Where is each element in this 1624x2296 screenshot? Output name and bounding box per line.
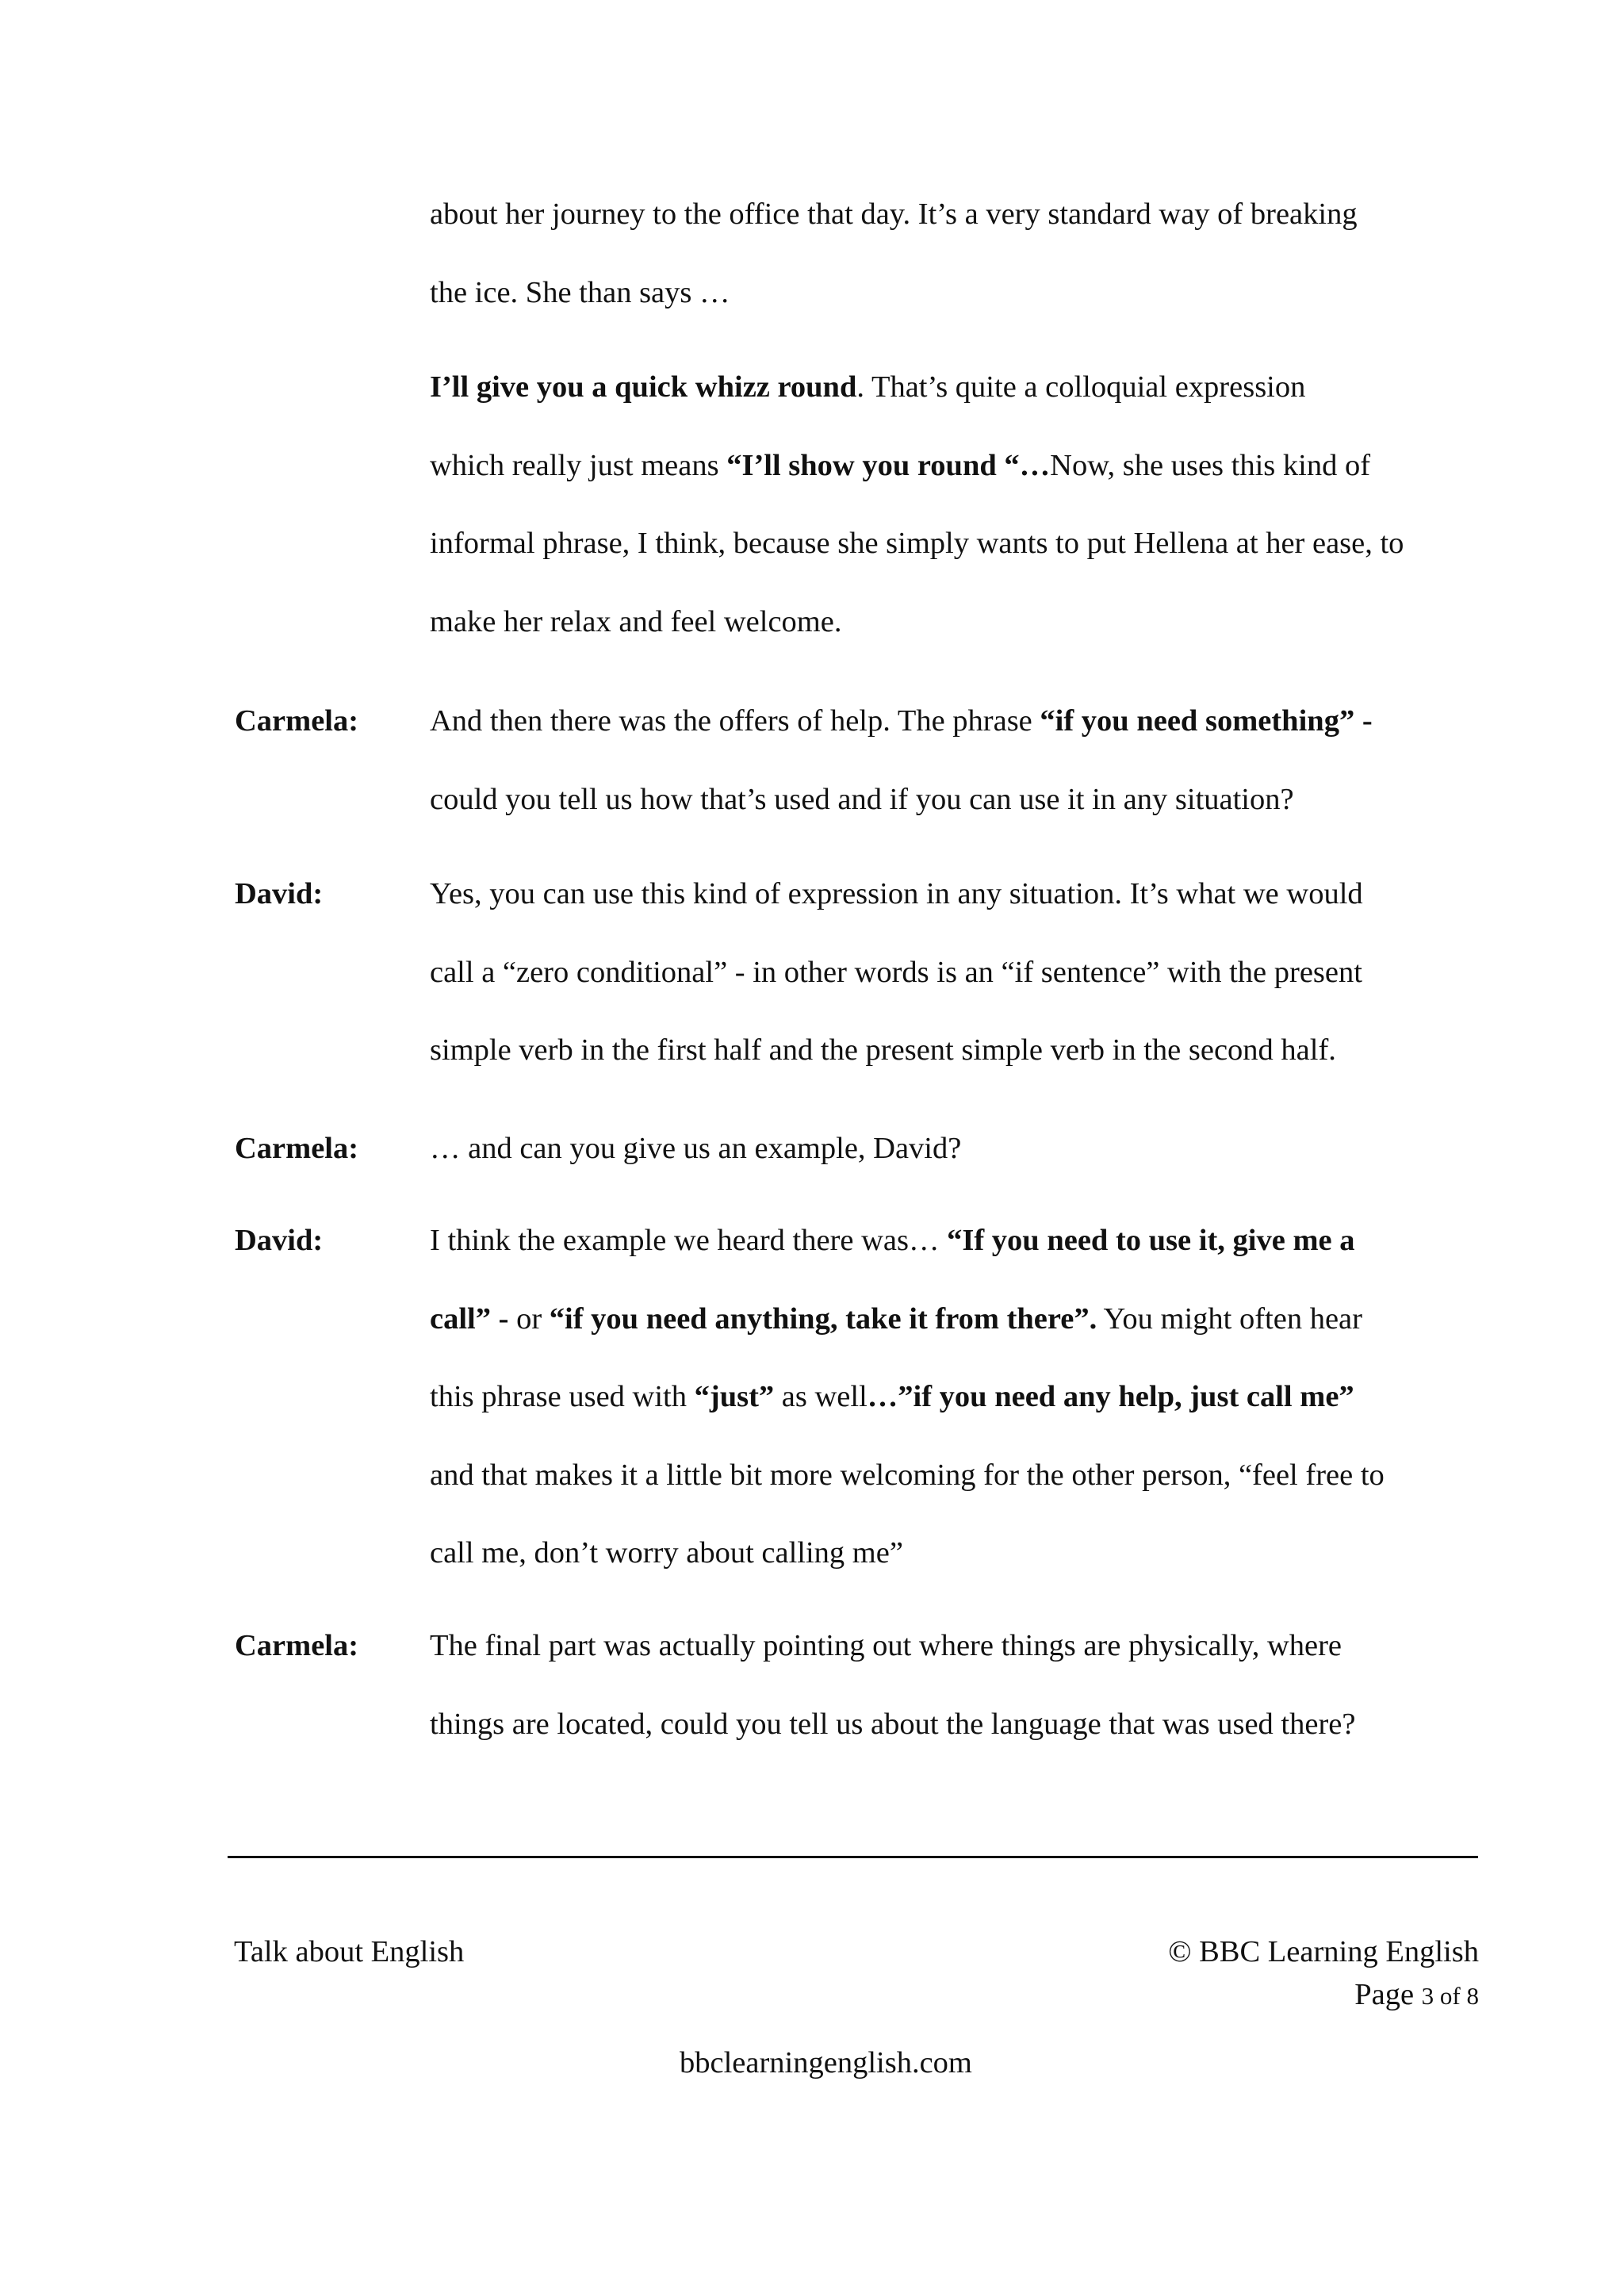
text-line [430, 528, 1404, 559]
text-segment: and that makes it a little bit more welcoming for the other person, “feel free to [430, 1458, 1385, 1492]
text-line [430, 1460, 1385, 1491]
text-line [430, 1382, 1354, 1412]
bold-phrase: call” - [430, 1301, 509, 1336]
text-segment: about her journey to the office that day. It’s a very standard way of breaking [430, 197, 1358, 231]
text-line [430, 1301, 1362, 1336]
text-line [430, 372, 1305, 403]
text-segment: I think the example we heard there was… [430, 1224, 948, 1257]
text-segment: call a “zero conditional” - in other words is an “if sentence” with the present [430, 955, 1362, 989]
text-segment: informal phrase, I think, because she simply wants to put Hellena at her ease, to [430, 527, 1404, 560]
text-segment: . That’s quite a colloquial expression [856, 370, 1306, 404]
text-line [430, 706, 1373, 737]
speaker-label: Carmela: [235, 1132, 359, 1165]
text-segment: And then there was the offers of help. The phrase [430, 704, 1040, 738]
bold-phrase: “just” [694, 1380, 775, 1413]
bold-phrase: “if you need anything, take it from there”. [549, 1301, 1097, 1336]
text-segment: the ice. She than says … [430, 275, 730, 309]
text-segment: make her relax and feel welcome. [430, 604, 842, 638]
text-segment: call me, don’t worry about calling me” [430, 1536, 903, 1570]
text-line [430, 1631, 1342, 1662]
text-line [430, 450, 1370, 481]
text-segment: things are located, could you tell us about the language that was used there? [430, 1707, 1356, 1741]
text-line [430, 604, 842, 638]
speaker-label: Carmela: [235, 704, 359, 738]
text-segment: as well [774, 1380, 868, 1413]
text-segment: Yes, you can use this kind of expression in any situation. It’s what we would [430, 877, 1363, 910]
bold-phrase: I’ll give you a quick whizz round [430, 370, 857, 404]
footer-right: © BBC Learning English [1168, 1935, 1479, 1968]
text-line [430, 199, 1358, 230]
text-line [430, 879, 1363, 910]
bold-phrase: “I’ll show you round “… [726, 448, 1051, 482]
footer-left: Talk about English [234, 1935, 465, 1968]
text-segment: … and can you give us an example, David? [430, 1132, 962, 1165]
text-line [430, 1133, 961, 1164]
bold-phrase: …”if you need any help, just call me” [867, 1380, 1354, 1413]
text-line [430, 1709, 1355, 1740]
text-segment: simple verb in the first half and the present simple verb in the second half. [430, 1033, 1336, 1067]
speaker-label: David: [235, 1224, 324, 1257]
text-line [430, 1035, 1336, 1066]
speaker-label: Carmela: [235, 1629, 359, 1662]
text-segment: You might often hear [1097, 1301, 1362, 1336]
page-number: Page 3 of 8 [1354, 1978, 1479, 2011]
text-segment: could you tell us how that’s used and if you can use it in any situation? [430, 782, 1294, 816]
text-segment: this phrase used with [430, 1380, 695, 1413]
text-line [430, 275, 730, 309]
text-line [430, 784, 1294, 815]
text-segment: Now, she uses this kind of [1050, 448, 1371, 482]
footer-divider [228, 1856, 1478, 1858]
text-segment: or [508, 1301, 550, 1336]
speaker-label: David: [235, 877, 324, 910]
text-line [430, 957, 1362, 988]
text-line [430, 1538, 903, 1569]
bold-phrase: “If you need to use it, give me a [947, 1224, 1355, 1257]
bold-phrase: “if you need something” - [1040, 704, 1373, 738]
text-line [430, 1225, 1354, 1256]
text-segment: The final part was actually pointing out where things are physically, where [430, 1629, 1342, 1662]
footer-url: bbclearningenglish.com [680, 2046, 972, 2079]
text-segment: which really just means [430, 448, 727, 482]
